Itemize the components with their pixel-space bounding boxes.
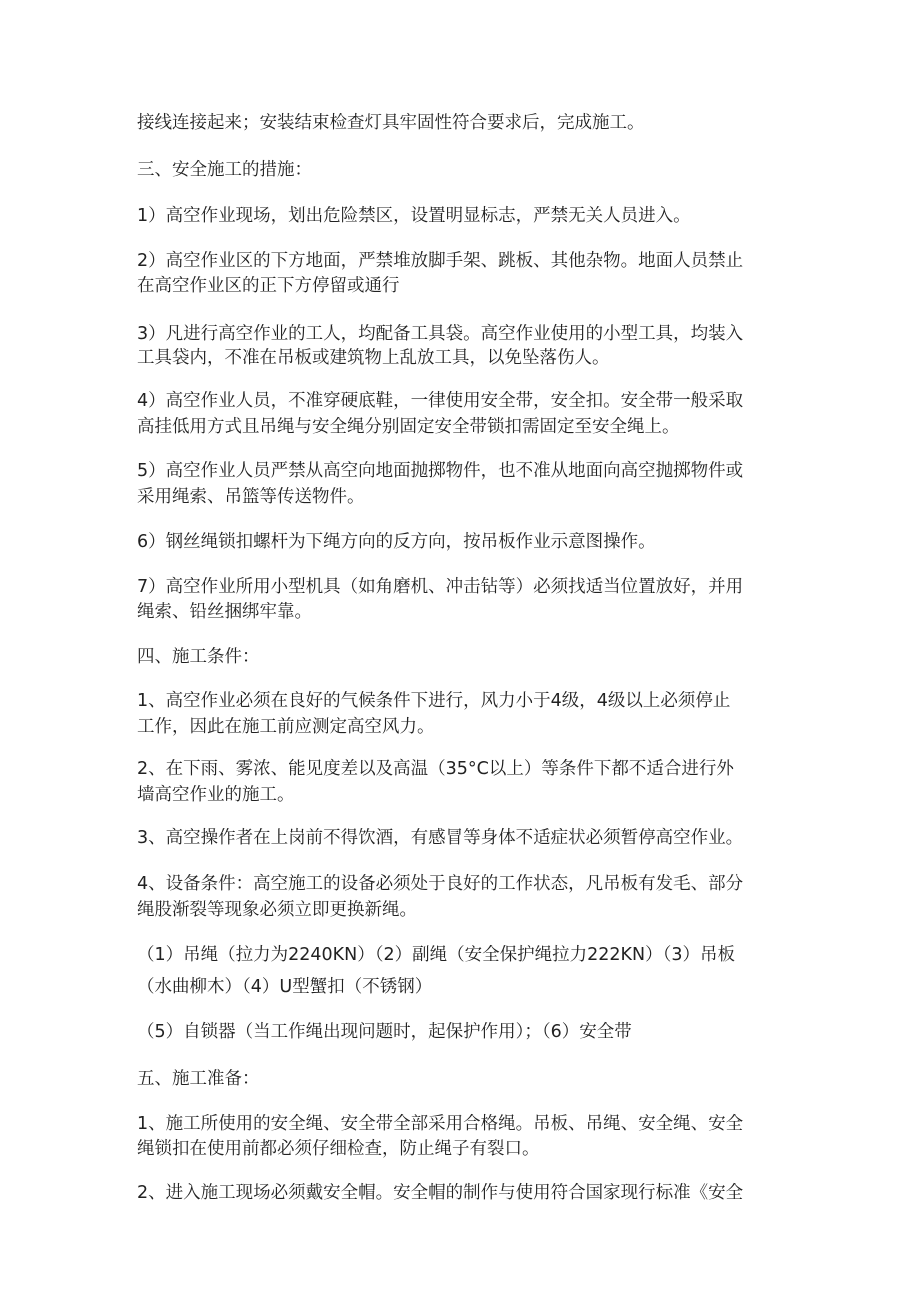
paragraph-line: 4、设备条件：高空施工的设备必须处于良好的工作状态，凡吊板有发毛、部分 bbox=[137, 874, 744, 894]
section-heading: 五、施工准备： bbox=[137, 1069, 260, 1089]
paragraph-line: 1）高空作业现场，划出危险禁区，设置明显标志，严禁无关人员进入。 bbox=[137, 206, 691, 226]
paragraph-line: （5）自锁器（当工作绳出现问题时，起保护作用）；（6）安全带 bbox=[137, 1022, 632, 1042]
paragraph-line: 6）钢丝绳锁扣螺杆为下绳方向的反方向，按吊板作业示意图操作。 bbox=[137, 532, 656, 552]
paragraph-line: 采用绳索、吊篮等传送物件。 bbox=[137, 487, 365, 507]
paragraph-line: 3、高空操作者在上岗前不得饮酒，有感冒等身体不适症状必须暂停高空作业。 bbox=[137, 828, 744, 848]
paragraph-line: （1）吊绳（拉力为2240KN）（2）副绳（安全保护绳拉力222KN）（3）吊板 bbox=[137, 945, 735, 965]
section-heading: 四、施工条件： bbox=[137, 647, 260, 667]
paragraph-line: （水曲柳木）（4）U型蟹扣（不锈钢） bbox=[137, 977, 433, 997]
paragraph-line: 2、在下雨、雾浓、能见度差以及高温（35°C以上）等条件下都不适合进行外 bbox=[137, 759, 734, 779]
paragraph-line: 墙高空作业的施工。 bbox=[137, 785, 295, 805]
paragraph-line: 3）凡进行高空作业的工人，均配备工具袋。高空作业使用的小型工具，均装入 bbox=[137, 324, 744, 344]
paragraph-line: 工具袋内，不准在吊板或建筑物上乱放工具，以免坠落伤人。 bbox=[137, 348, 610, 368]
paragraph-line: 绳索、铅丝捆绑牢靠。 bbox=[137, 602, 312, 622]
paragraph-line: 1、高空作业必须在良好的气候条件下进行，风力小于4级，4级以上必须停止 bbox=[137, 691, 731, 711]
paragraph-line: 绳股渐裂等现象必须立即更换新绳。 bbox=[137, 900, 417, 920]
paragraph-line: 2）高空作业区的下方地面，严禁堆放脚手架、跳板、其他杂物。地面人员禁止 bbox=[137, 251, 744, 271]
paragraph-line: 接线连接起来；安装结束检查灯具牢固性符合要求后，完成施工。 bbox=[137, 113, 645, 133]
paragraph-line: 2、进入施工现场必须戴安全帽。安全帽的制作与使用符合国家现行标准《安全 bbox=[137, 1183, 744, 1203]
paragraph-line: 在高空作业区的正下方停留或通行 bbox=[137, 276, 400, 296]
section-heading: 三、安全施工的措施： bbox=[137, 160, 312, 180]
paragraph-line: 5）高空作业人员严禁从高空向地面抛掷物件，也不准从地面向高空抛掷物件或 bbox=[137, 461, 744, 481]
paragraph-line: 7）高空作业所用小型机具（如角磨机、冲击钻等）必须找适当位置放好，并用 bbox=[137, 577, 744, 597]
paragraph-line: 高挂低用方式且吊绳与安全绳分别固定安全带锁扣需固定至安全绳上。 bbox=[137, 417, 680, 437]
paragraph-line: 工作，因此在施工前应测定高空风力。 bbox=[137, 717, 435, 737]
paragraph-line: 绳锁扣在使用前都必须仔细检查，防止绳子有裂口。 bbox=[137, 1139, 540, 1159]
paragraph-line: 1、施工所使用的安全绳、安全带全部采用合格绳。吊板、吊绳、安全绳、安全 bbox=[137, 1114, 744, 1134]
paragraph-line: 4）高空作业人员，不准穿硬底鞋，一律使用安全带，安全扣。安全带一般采取 bbox=[137, 391, 744, 411]
